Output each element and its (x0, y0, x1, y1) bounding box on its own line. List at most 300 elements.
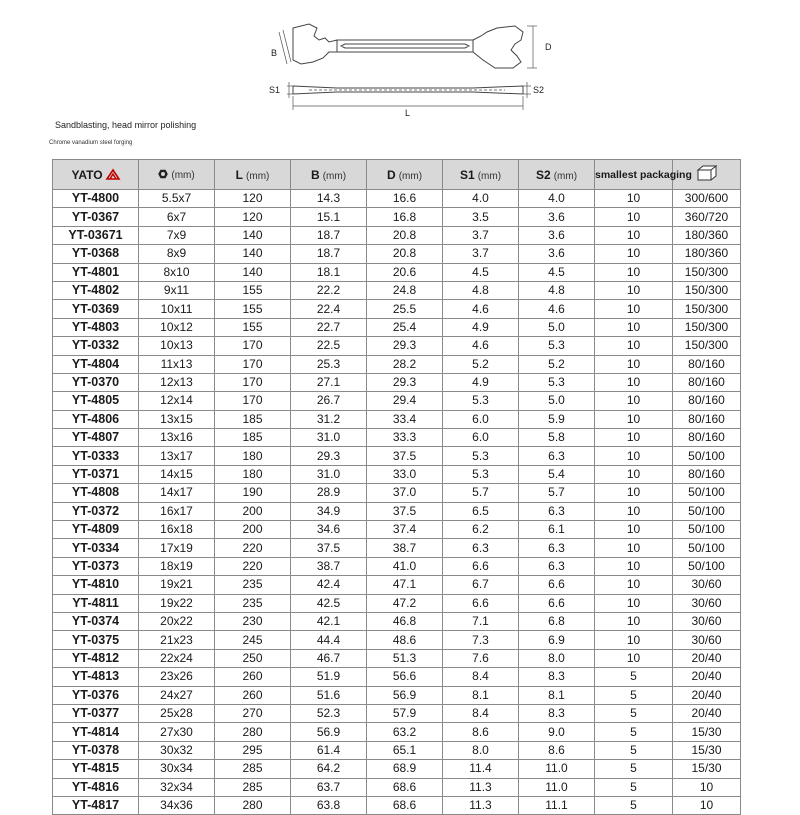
cell-qty: 10 (595, 429, 673, 447)
cell-b: 15.1 (291, 208, 367, 226)
cell-b: 61.4 (291, 741, 367, 759)
cell-size: 10x11 (139, 300, 215, 318)
cell-qty: 10 (595, 410, 673, 428)
cell-s1: 7.1 (443, 612, 519, 630)
cell-l: 230 (215, 612, 291, 630)
cell-code: YT-0374 (53, 612, 139, 630)
cell-size: 7x9 (139, 226, 215, 244)
cell-d: 68.9 (367, 760, 443, 778)
cell-l: 285 (215, 760, 291, 778)
cell-b: 42.1 (291, 612, 367, 630)
cell-qty: 10 (595, 208, 673, 226)
cell-qty: 10 (595, 392, 673, 410)
cell-code: YT-4817 (53, 796, 139, 814)
table-row (53, 594, 741, 612)
cell-code: YT-4803 (53, 318, 139, 336)
cell-qty: 5 (595, 796, 673, 814)
cell-d: 38.7 (367, 539, 443, 557)
table-row (53, 263, 741, 281)
cell-s1: 4.9 (443, 373, 519, 391)
cell-b: 38.7 (291, 557, 367, 575)
cell-code: YT-4807 (53, 429, 139, 447)
cell-s2: 5.2 (519, 355, 595, 373)
cell-l: 170 (215, 392, 291, 410)
cell-d: 28.2 (367, 355, 443, 373)
cell-s1: 11.3 (443, 778, 519, 796)
cell-code: YT-4805 (53, 392, 139, 410)
cell-qty: 10 (595, 245, 673, 263)
cell-b: 22.2 (291, 281, 367, 299)
label-b: B (271, 48, 278, 58)
table-row (53, 539, 741, 557)
cell-s1: 6.0 (443, 410, 519, 428)
cell-d: 56.9 (367, 686, 443, 704)
cell-qty: 10 (595, 373, 673, 391)
cell-l: 235 (215, 576, 291, 594)
cell-size: 12x14 (139, 392, 215, 410)
table-row (53, 226, 741, 244)
cell-code: YT-4811 (53, 594, 139, 612)
cell-size: 8x10 (139, 263, 215, 281)
cell-size: 12x13 (139, 373, 215, 391)
cell-s2: 6.9 (519, 631, 595, 649)
cell-s2: 5.3 (519, 373, 595, 391)
cell-b: 37.5 (291, 539, 367, 557)
cell-pack: 80/160 (673, 410, 741, 428)
table-row (53, 373, 741, 391)
cell-size: 13x15 (139, 410, 215, 428)
header-s2: S2 (mm) (519, 160, 595, 190)
header-s1: S1 (mm) (443, 160, 519, 190)
cell-d: 65.1 (367, 741, 443, 759)
cell-qty: 5 (595, 741, 673, 759)
cell-l: 270 (215, 704, 291, 722)
cell-l: 250 (215, 649, 291, 667)
cell-b: 18.7 (291, 245, 367, 263)
table-row (53, 649, 741, 667)
cell-s2: 4.0 (519, 190, 595, 208)
cell-l: 140 (215, 226, 291, 244)
cell-b: 22.7 (291, 318, 367, 336)
cell-pack: 30/60 (673, 612, 741, 630)
cell-code: YT-0367 (53, 208, 139, 226)
cell-d: 46.8 (367, 612, 443, 630)
cell-d: 29.4 (367, 392, 443, 410)
cell-l: 180 (215, 447, 291, 465)
cell-pack: 10 (673, 796, 741, 814)
cell-qty: 5 (595, 704, 673, 722)
table-row (53, 484, 741, 502)
cell-s1: 3.5 (443, 208, 519, 226)
cell-l: 120 (215, 208, 291, 226)
cell-l: 180 (215, 465, 291, 483)
cell-code: YT-0368 (53, 245, 139, 263)
cell-size: 19x21 (139, 576, 215, 594)
cell-qty: 10 (595, 502, 673, 520)
cell-s1: 4.8 (443, 281, 519, 299)
cell-l: 155 (215, 318, 291, 336)
table-row (53, 300, 741, 318)
cell-pack: 80/160 (673, 355, 741, 373)
cell-pack: 15/30 (673, 760, 741, 778)
cell-d: 68.6 (367, 778, 443, 796)
cell-s2: 11.0 (519, 778, 595, 796)
cell-s1: 5.3 (443, 465, 519, 483)
cell-code: YT-0372 (53, 502, 139, 520)
table-row (53, 502, 741, 520)
cell-s2: 6.6 (519, 576, 595, 594)
cell-s1: 8.6 (443, 723, 519, 741)
cell-s2: 5.3 (519, 337, 595, 355)
wrench-drawing (265, 10, 565, 120)
cell-pack: 50/100 (673, 502, 741, 520)
cell-b: 31.0 (291, 465, 367, 483)
cell-pack: 30/60 (673, 631, 741, 649)
cell-s1: 8.0 (443, 741, 519, 759)
cell-pack: 30/60 (673, 594, 741, 612)
cell-l: 220 (215, 539, 291, 557)
table-row (53, 557, 741, 575)
cell-size: 13x17 (139, 447, 215, 465)
table-row (53, 429, 741, 447)
cell-s2: 3.6 (519, 245, 595, 263)
cell-qty: 10 (595, 281, 673, 299)
label-s1: S1 (269, 85, 281, 95)
cell-pack: 20/40 (673, 649, 741, 667)
cell-b: 64.2 (291, 760, 367, 778)
cell-code: YT-4806 (53, 410, 139, 428)
table-row (53, 190, 741, 208)
cell-b: 22.4 (291, 300, 367, 318)
cell-code: YT-0332 (53, 337, 139, 355)
cell-b: 31.2 (291, 410, 367, 428)
header-packaging: smallest packaging (595, 160, 673, 190)
cell-s1: 7.3 (443, 631, 519, 649)
table-row (53, 318, 741, 336)
cell-l: 155 (215, 300, 291, 318)
cell-b: 63.8 (291, 796, 367, 814)
cell-d: 25.4 (367, 318, 443, 336)
table-row (53, 208, 741, 226)
cell-b: 34.6 (291, 521, 367, 539)
cell-s2: 6.1 (519, 521, 595, 539)
cell-l: 190 (215, 484, 291, 502)
cell-qty: 10 (595, 649, 673, 667)
cell-s1: 4.9 (443, 318, 519, 336)
cell-s2: 6.3 (519, 557, 595, 575)
cell-pack: 80/160 (673, 429, 741, 447)
table-row (53, 778, 741, 796)
table-row (53, 796, 741, 814)
spec-table (52, 159, 741, 815)
cell-qty: 10 (595, 521, 673, 539)
cell-size: 14x15 (139, 465, 215, 483)
cell-size: 24x27 (139, 686, 215, 704)
cell-s1: 5.3 (443, 392, 519, 410)
box-icon (696, 165, 718, 181)
cell-code: YT-0373 (53, 557, 139, 575)
cell-pack: 150/300 (673, 281, 741, 299)
cell-size: 34x36 (139, 796, 215, 814)
table-row (53, 612, 741, 630)
cell-pack: 80/160 (673, 465, 741, 483)
spec-table-body (53, 190, 741, 815)
cell-qty: 10 (595, 465, 673, 483)
cell-size: 13x16 (139, 429, 215, 447)
header-l: L (mm) (215, 160, 291, 190)
cell-s2: 6.8 (519, 612, 595, 630)
cell-b: 22.5 (291, 337, 367, 355)
table-row (53, 465, 741, 483)
cell-size: 9x11 (139, 281, 215, 299)
cell-pack: 50/100 (673, 447, 741, 465)
cell-pack: 20/40 (673, 686, 741, 704)
wrench-side-view (293, 86, 523, 94)
cell-b: 52.3 (291, 704, 367, 722)
cell-l: 185 (215, 429, 291, 447)
cell-s2: 8.1 (519, 686, 595, 704)
table-row (53, 760, 741, 778)
cell-code: YT-0334 (53, 539, 139, 557)
cell-size: 20x22 (139, 612, 215, 630)
cell-d: 33.3 (367, 429, 443, 447)
brand-name: YATO (71, 167, 103, 182)
cell-s1: 8.1 (443, 686, 519, 704)
cell-pack: 150/300 (673, 337, 741, 355)
finish-note: Sandblasting, head mirror polishing (55, 120, 197, 130)
cell-l: 170 (215, 355, 291, 373)
cell-s1: 4.6 (443, 300, 519, 318)
cell-code: YT-4802 (53, 281, 139, 299)
cell-size: 8x9 (139, 245, 215, 263)
cell-b: 28.9 (291, 484, 367, 502)
header-brand (53, 160, 139, 190)
cell-s1: 5.7 (443, 484, 519, 502)
cell-b: 14.3 (291, 190, 367, 208)
cell-s1: 6.2 (443, 521, 519, 539)
table-row (53, 245, 741, 263)
cell-b: 51.6 (291, 686, 367, 704)
cell-s1: 5.2 (443, 355, 519, 373)
cell-qty: 10 (595, 318, 673, 336)
cell-l: 295 (215, 741, 291, 759)
cell-size: 14x17 (139, 484, 215, 502)
cell-b: 51.9 (291, 668, 367, 686)
cell-pack: 180/360 (673, 245, 741, 263)
cell-d: 47.1 (367, 576, 443, 594)
cell-pack: 150/300 (673, 300, 741, 318)
cell-d: 47.2 (367, 594, 443, 612)
cell-d: 63.2 (367, 723, 443, 741)
header-d: D (mm) (367, 160, 443, 190)
cell-s1: 11.3 (443, 796, 519, 814)
cell-pack: 50/100 (673, 557, 741, 575)
cell-size: 16x17 (139, 502, 215, 520)
cell-size: 10x12 (139, 318, 215, 336)
cell-qty: 10 (595, 263, 673, 281)
cell-size: 30x34 (139, 760, 215, 778)
cell-qty: 5 (595, 760, 673, 778)
cell-s2: 5.8 (519, 429, 595, 447)
cell-s2: 8.3 (519, 704, 595, 722)
cell-l: 235 (215, 594, 291, 612)
cell-qty: 10 (595, 557, 673, 575)
cell-b: 56.9 (291, 723, 367, 741)
cell-l: 170 (215, 337, 291, 355)
cell-s2: 5.4 (519, 465, 595, 483)
cell-qty: 10 (595, 539, 673, 557)
cell-code: YT-4804 (53, 355, 139, 373)
cell-d: 51.3 (367, 649, 443, 667)
header-b: B (mm) (291, 160, 367, 190)
cell-pack: 180/360 (673, 226, 741, 244)
table-row (53, 668, 741, 686)
cell-b: 63.7 (291, 778, 367, 796)
cell-code: YT-4809 (53, 521, 139, 539)
cell-code: YT-0371 (53, 465, 139, 483)
cell-pack: 30/60 (673, 576, 741, 594)
cell-size: 22x24 (139, 649, 215, 667)
cell-code: YT-03671 (53, 226, 139, 244)
cell-l: 245 (215, 631, 291, 649)
label-d: D (545, 42, 552, 52)
cell-s1: 11.4 (443, 760, 519, 778)
cell-l: 155 (215, 281, 291, 299)
cell-pack: 150/300 (673, 318, 741, 336)
cell-qty: 10 (595, 594, 673, 612)
cell-code: YT-0369 (53, 300, 139, 318)
cell-d: 20.6 (367, 263, 443, 281)
cell-pack: 15/30 (673, 741, 741, 759)
header-size (139, 160, 215, 190)
cell-code: YT-0377 (53, 704, 139, 722)
table-row (53, 686, 741, 704)
cell-code: YT-4816 (53, 778, 139, 796)
cell-code: YT-0376 (53, 686, 139, 704)
cell-l: 260 (215, 686, 291, 704)
cell-code: YT-0333 (53, 447, 139, 465)
cell-qty: 10 (595, 447, 673, 465)
cell-pack: 80/160 (673, 392, 741, 410)
cell-s1: 5.3 (443, 447, 519, 465)
cell-d: 20.8 (367, 226, 443, 244)
table-row (53, 410, 741, 428)
cell-l: 200 (215, 521, 291, 539)
cell-code: YT-4808 (53, 484, 139, 502)
table-row (53, 392, 741, 410)
cell-d: 57.9 (367, 704, 443, 722)
label-s2: S2 (533, 85, 545, 95)
yato-logo-icon (106, 169, 120, 180)
cell-code: YT-4813 (53, 668, 139, 686)
cell-s1: 8.4 (443, 704, 519, 722)
cell-d: 37.5 (367, 447, 443, 465)
cell-size: 32x34 (139, 778, 215, 796)
cell-qty: 10 (595, 355, 673, 373)
cell-d: 25.5 (367, 300, 443, 318)
table-row (53, 447, 741, 465)
cell-b: 18.1 (291, 263, 367, 281)
cell-pack: 80/160 (673, 373, 741, 391)
cell-qty: 10 (595, 484, 673, 502)
cell-size: 17x19 (139, 539, 215, 557)
cell-s2: 5.0 (519, 392, 595, 410)
cell-size: 18x19 (139, 557, 215, 575)
table-row (53, 741, 741, 759)
cell-s2: 3.6 (519, 226, 595, 244)
cell-l: 140 (215, 245, 291, 263)
cell-size: 11x13 (139, 355, 215, 373)
cell-qty: 5 (595, 723, 673, 741)
cell-s1: 6.0 (443, 429, 519, 447)
cell-s2: 5.7 (519, 484, 595, 502)
cell-s2: 5.9 (519, 410, 595, 428)
cell-s1: 8.4 (443, 668, 519, 686)
cell-d: 68.6 (367, 796, 443, 814)
cell-s1: 6.3 (443, 539, 519, 557)
cell-pack: 50/100 (673, 521, 741, 539)
cell-size: 21x23 (139, 631, 215, 649)
cell-code: YT-4800 (53, 190, 139, 208)
cell-code: YT-0378 (53, 741, 139, 759)
cell-code: YT-4810 (53, 576, 139, 594)
cell-b: 42.5 (291, 594, 367, 612)
cell-qty: 10 (595, 300, 673, 318)
cell-s2: 4.5 (519, 263, 595, 281)
cell-pack: 300/600 (673, 190, 741, 208)
cell-s2: 4.8 (519, 281, 595, 299)
cell-s1: 6.6 (443, 557, 519, 575)
table-row (53, 337, 741, 355)
cell-qty: 5 (595, 778, 673, 796)
wrench-shank-groove (341, 44, 469, 48)
cell-l: 280 (215, 723, 291, 741)
cell-b: 25.3 (291, 355, 367, 373)
cell-d: 20.8 (367, 245, 443, 263)
cell-size: 30x32 (139, 741, 215, 759)
cell-s2: 9.0 (519, 723, 595, 741)
cell-pack: 10 (673, 778, 741, 796)
cell-l: 185 (215, 410, 291, 428)
cell-d: 37.4 (367, 521, 443, 539)
cell-size: 25x28 (139, 704, 215, 722)
header-size-unit: (mm) (171, 169, 195, 181)
cell-code: YT-0370 (53, 373, 139, 391)
cell-l: 120 (215, 190, 291, 208)
cell-s2: 8.0 (519, 649, 595, 667)
cell-d: 33.0 (367, 465, 443, 483)
table-row (53, 521, 741, 539)
cell-code: YT-0375 (53, 631, 139, 649)
cell-s1: 6.5 (443, 502, 519, 520)
cell-size: 16x18 (139, 521, 215, 539)
hex-nut-icon (158, 169, 168, 179)
table-row (53, 281, 741, 299)
cell-b: 18.7 (291, 226, 367, 244)
cell-l: 285 (215, 778, 291, 796)
cell-l: 260 (215, 668, 291, 686)
cell-size: 19x22 (139, 594, 215, 612)
wrench-diagram (265, 10, 565, 120)
cell-pack: 20/40 (673, 704, 741, 722)
cell-pack: 20/40 (673, 668, 741, 686)
wrench-left-head (293, 24, 337, 64)
table-row (53, 723, 741, 741)
cell-d: 48.6 (367, 631, 443, 649)
cell-b: 42.4 (291, 576, 367, 594)
cell-b: 31.0 (291, 429, 367, 447)
table-row (53, 355, 741, 373)
